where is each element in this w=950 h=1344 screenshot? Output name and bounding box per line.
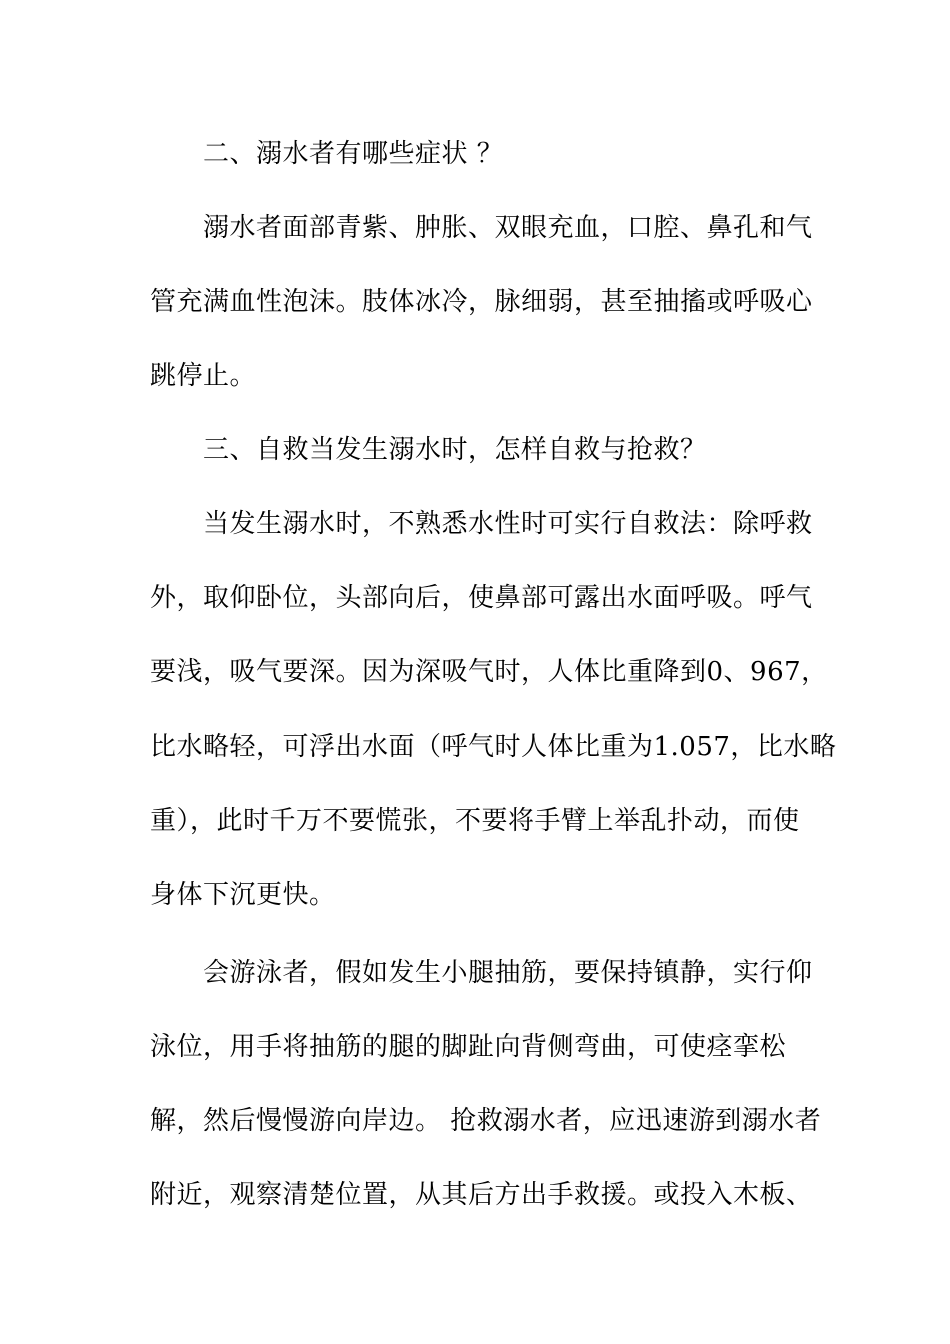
paragraph-line: 溺水者面部青紫、肿胀、双眼充血，口腔、鼻孔和气	[203, 213, 813, 243]
paragraph-line: 当发生溺水时，不熟悉水性时可实行自救法：除呼救	[203, 509, 813, 539]
paragraph-line: 解，然后慢慢游向岸边。 抢救溺水者，应迅速游到溺水者	[150, 1106, 822, 1136]
section-heading-self-rescue: 三、自救当发生溺水时，怎样自救与抢救？	[203, 435, 707, 465]
paragraph-line: 外，取仰卧位，头部向后，使鼻部可露出水面呼吸。呼气	[150, 583, 813, 613]
paragraph-line: 管充满血性泡沫。肢体冰冷，脉细弱，甚至抽搐或呼吸心	[150, 287, 813, 317]
paragraph-line: 会游泳者，假如发生小腿抽筋，要保持镇静，实行仰	[203, 958, 813, 988]
paragraph-line: 泳位，用手将抽筋的腿的脚趾向背侧弯曲，可使痉挛松	[150, 1032, 787, 1062]
paragraph-line: 比水略轻，可浮出水面（呼气时人体比重为1.057，比水略	[150, 732, 837, 762]
paragraph-line: 身体下沉更快。	[150, 880, 336, 910]
paragraph-line: 跳停止。	[150, 361, 257, 391]
section-heading-symptoms: 二、溺水者有哪些症状 ？	[203, 139, 504, 169]
paragraph-line: 重），此时千万不要慌张，不要将手臂上举乱扑动，而使	[150, 806, 800, 836]
paragraph-line: 附近，观察清楚位置，从其后方出手救援。或投入木板、	[150, 1180, 813, 1210]
paragraph-line: 要浅，吸气要深。因为深吸气时，人体比重降到0、967，	[150, 657, 828, 687]
